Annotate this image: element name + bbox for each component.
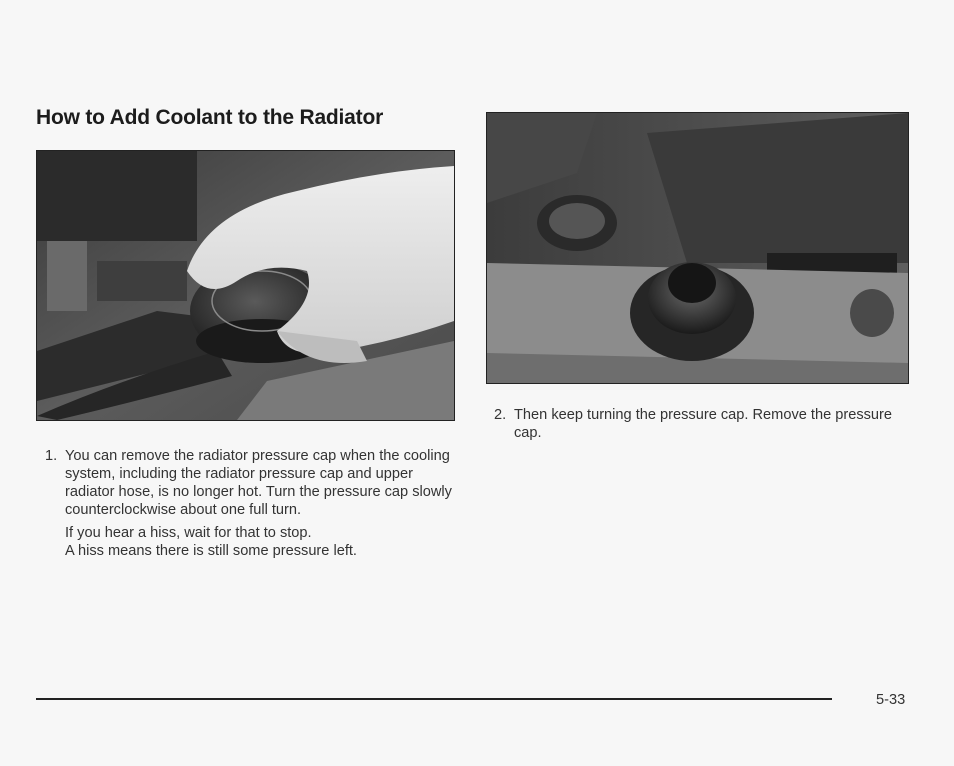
section-title: How to Add Coolant to the Radiator [36, 106, 384, 129]
hand-turning-radiator-cap-photo [36, 150, 455, 421]
step-note: A hiss means there is still some pressure left. [65, 543, 357, 559]
radiator-filler-neck-photo [486, 112, 909, 384]
step-note: If you hear a hiss, wait for that to stop. [65, 525, 312, 541]
footer-rule [36, 698, 832, 700]
step-number: 1. [45, 448, 58, 464]
step-2 [494, 406, 894, 442]
step-text: Then keep turning the pressure cap. Remove the pressure cap. [514, 407, 893, 441]
step-1 [45, 447, 455, 560]
step-number: 2. [494, 407, 507, 423]
page-number: 5-33 [876, 692, 906, 708]
step-text: You can remove the radiator pressure cap when the cooling system, including the radiator pressure cap and upper radiator hose, is no longer hot. Turn the pressure cap slowly counterclockwise about one full turn. [65, 448, 452, 518]
